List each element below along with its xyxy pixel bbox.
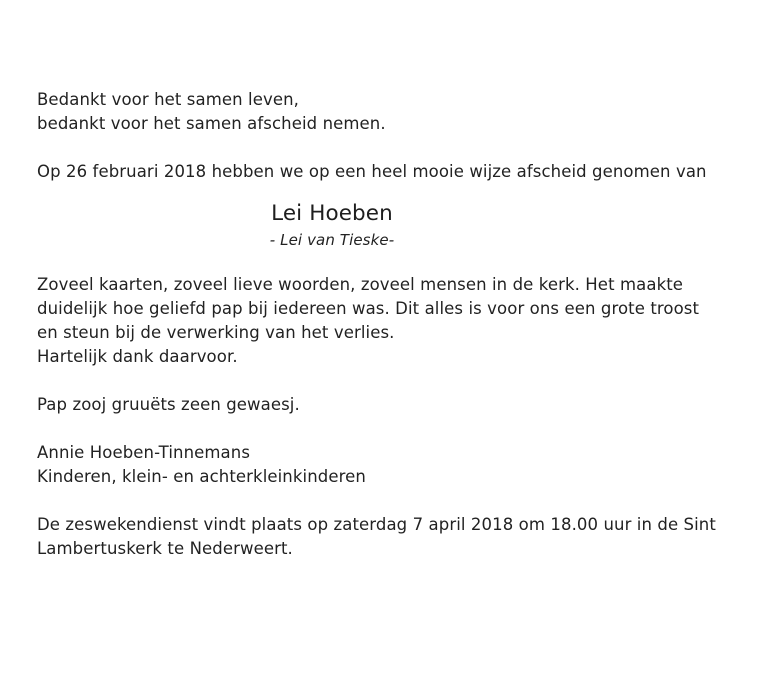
spacer	[37, 136, 727, 160]
opening-block	[37, 88, 727, 136]
thanks-line-2: duidelijk hoe geliefd pap bij iedereen was. Dit alles is voor ons een grote troost	[37, 299, 700, 318]
deceased-block	[37, 199, 727, 251]
service-line-2: Lambertuskerk te Nederweert.	[37, 539, 293, 558]
spacer	[37, 417, 727, 441]
thanks-line-1: Zoveel kaarten, zoveel lieve woorden, zoveel mensen in de kerk. Het maakte	[37, 275, 684, 294]
service-announcement	[37, 513, 727, 561]
spacer	[37, 369, 727, 393]
opening-line-2: bedankt voor het samen afscheid nemen.	[37, 114, 386, 133]
signatory-line-2: Kinderen, klein- en achterkleinkinderen	[37, 467, 366, 486]
thanks-paragraph	[37, 273, 727, 369]
opening-line-1: Bedankt voor het samen leven,	[37, 90, 299, 109]
thank-you-card	[37, 88, 727, 561]
signatories-block	[37, 441, 727, 489]
deceased-alias: - Lei van Tieske-	[269, 231, 395, 249]
thanks-line-3: en steun bij de verwerking van het verlies.	[37, 323, 395, 342]
spacer	[37, 489, 727, 513]
intro-line: Op 26 februari 2018 hebben we op een heel mooie wijze afscheid genomen van	[37, 162, 707, 181]
service-line-1: De zeswekendienst vindt plaats op zaterdag 7 april 2018 om 18.00 uur in de Sint	[37, 515, 716, 534]
dialect-line: Pap zooj gruuëts zeen gewaesj.	[37, 395, 300, 414]
deceased-name: Lei Hoeben	[271, 201, 393, 226]
signatory-line-1: Annie Hoeben-Tinnemans	[37, 443, 251, 462]
thanks-line-4: Hartelijk dank daarvoor.	[37, 347, 238, 366]
